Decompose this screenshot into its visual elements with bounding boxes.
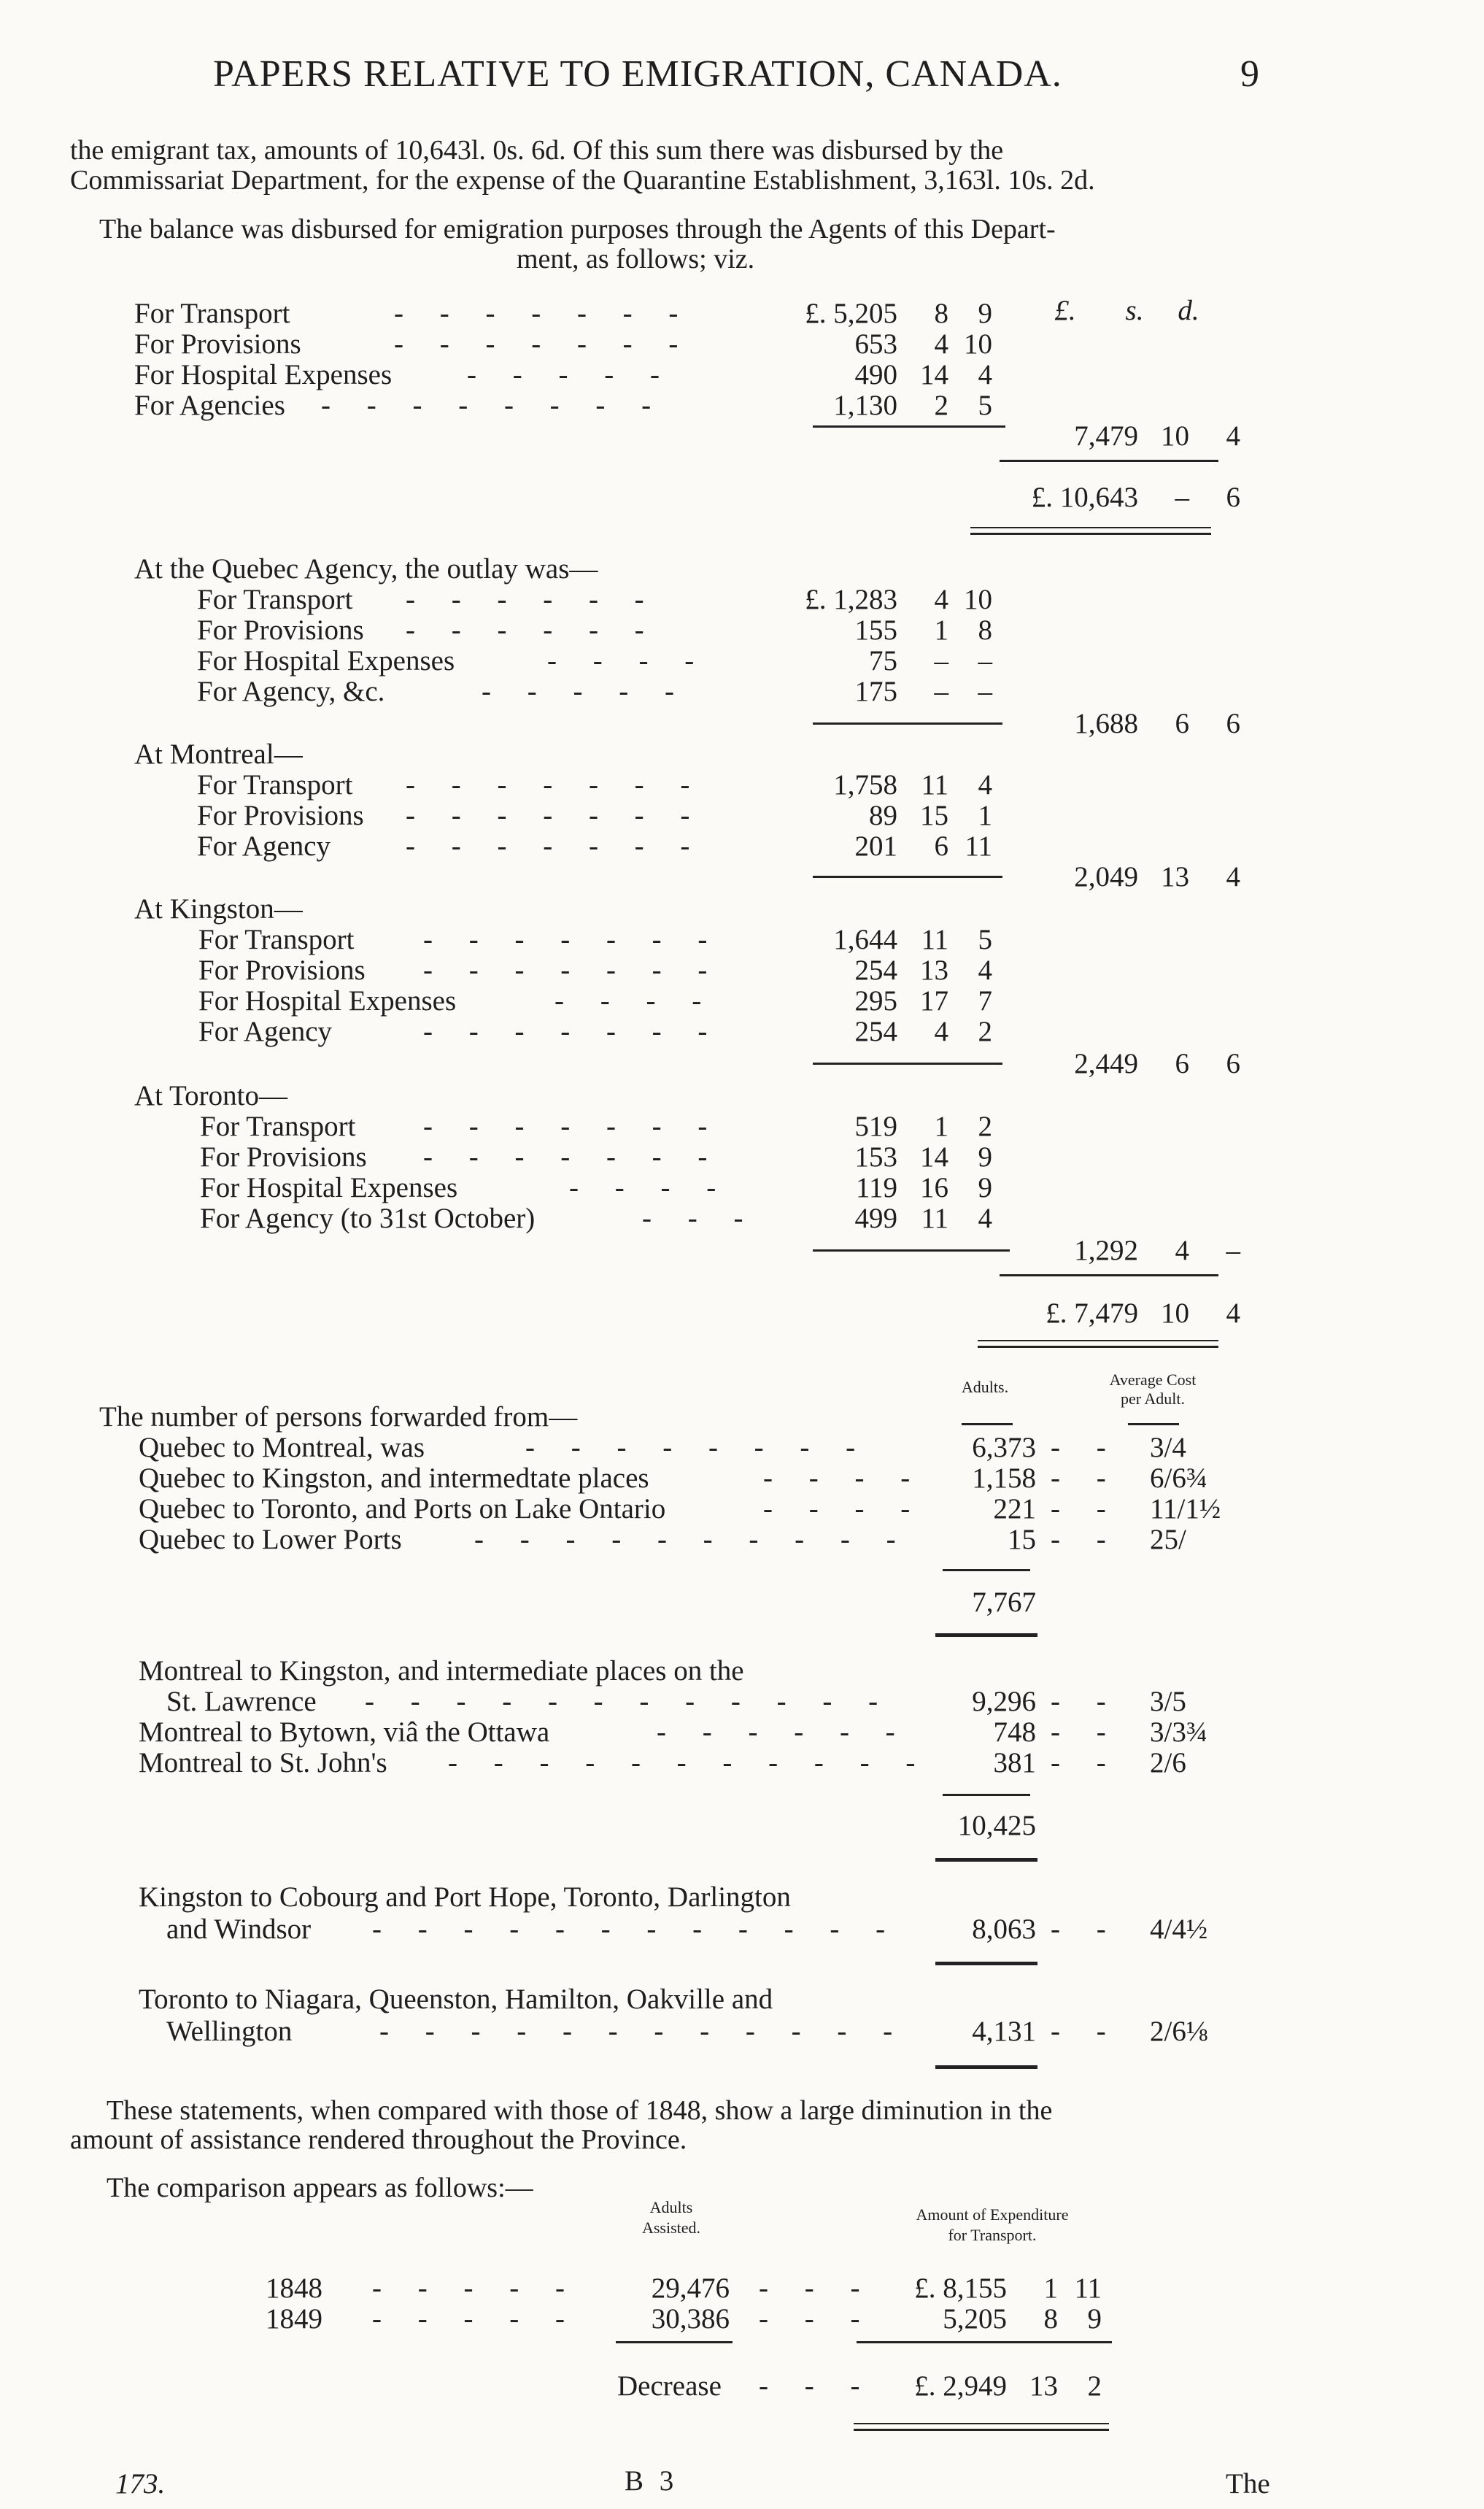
agency-item-shillings: –	[934, 645, 948, 677]
agency-item-pence: –	[978, 645, 992, 677]
route-cost: 25/	[1150, 1524, 1186, 1555]
footer-signature: B 3	[625, 2465, 679, 2497]
leader-dots: - - - -	[569, 1172, 731, 1203]
route-adults: 4,131	[972, 2016, 1036, 2047]
route-label: Quebec to Toronto, and Ports on Lake Ontario	[139, 1493, 666, 1525]
agency-item-shillings: 16	[920, 1172, 948, 1203]
leader-dots: - - - -	[763, 1493, 925, 1525]
agency-total-pence: 6	[1226, 708, 1240, 739]
agency-total-pounds: 2,049	[1074, 861, 1138, 893]
comparison-col-adults-2: Assisted.	[641, 2219, 701, 2237]
comparison-decrease-double-rule	[854, 2423, 1109, 2431]
agency-item-pounds: 75	[869, 645, 897, 677]
agency-item-label: For Transport	[197, 769, 353, 801]
agency-item-shillings: 17	[920, 985, 948, 1017]
leader-dots: - - - - -	[372, 2273, 579, 2304]
summary-subtotal-pence: 4	[1226, 420, 1240, 452]
agencies-grand-total-pence: 4	[1226, 1298, 1240, 1329]
summary-total-pounds: £. 10,643	[1031, 482, 1138, 513]
agency-title: At Toronto—	[134, 1080, 287, 1111]
agency-item-label: For Transport	[198, 924, 355, 955]
intro-line-4: ment, as follows; viz.	[517, 244, 755, 274]
route-adults: 221	[993, 1493, 1036, 1525]
summary-subtotal-pounds: 7,479	[1074, 420, 1138, 452]
agency-total-pounds: 1,688	[1074, 708, 1138, 739]
kingston-total-rule	[935, 1962, 1037, 1965]
toronto-total-rule	[935, 2065, 1037, 2069]
route-label: Montreal to St. John's	[139, 1747, 387, 1778]
leader-dots: - - - - - - - - - - -	[448, 1747, 930, 1778]
agency-item-shillings: 11	[921, 769, 948, 801]
route-label: Quebec to Lower Ports	[139, 1524, 402, 1555]
summary-total-pence: 6	[1226, 482, 1240, 513]
agency-item-pence: 4	[978, 769, 992, 801]
comparison-decrease-pounds: £. 2,949	[914, 2370, 1007, 2402]
agency-title: At Kingston—	[134, 893, 303, 925]
leader-dots: - - - - - - - -	[525, 1432, 870, 1463]
agencies-grand-total-double-rule	[978, 1340, 1218, 1348]
agency-item-label: For Agency	[197, 830, 331, 862]
leader-dots: - - - - - - -	[423, 1016, 722, 1047]
summary-shillings: 2	[934, 390, 948, 421]
leader-dots: - -	[1051, 1747, 1121, 1778]
summary-pence: 5	[978, 390, 992, 421]
leader-dots: - - - - - - - - - - - -	[365, 1686, 893, 1717]
leader-dots: - -	[1051, 2016, 1121, 2047]
summary-pence: 10	[964, 328, 992, 360]
agency-item-shillings: 15	[920, 800, 948, 831]
agency-total-shillings: 13	[1161, 861, 1189, 893]
leader-dots: - - - - - - -	[394, 298, 693, 329]
agency-item-pence: 1	[978, 800, 992, 831]
summary-shillings: 8	[934, 298, 948, 329]
summary-label: For Hospital Expenses	[134, 359, 393, 390]
agency-item-pence: 2	[978, 1111, 992, 1142]
comparison-rule	[857, 2341, 1112, 2343]
footer-catchword: The	[1226, 2468, 1270, 2500]
agency-item-pence: 10	[964, 584, 992, 615]
route-adults: 1,158	[972, 1462, 1036, 1494]
agency-item-shillings: 1	[934, 614, 948, 646]
route-adults: 9,296	[972, 1686, 1036, 1717]
route-label: Quebec to Montreal, was	[139, 1432, 425, 1463]
intro-line-1: the emigrant tax, amounts of 10,643l. 0s. 6d. Of this sum there was disbursed by the	[70, 135, 1004, 166]
comparison-shillings: 8	[1043, 2303, 1058, 2335]
forwarded-col-adults: Adults.	[961, 1378, 1009, 1396]
intro-line-2: Commissariat Department, for the expense of the Quarantine Establishment, 3,163l. 10s. 2d.	[70, 165, 1095, 196]
agency-item-shillings: –	[934, 676, 948, 707]
agencies-grand-total-shillings: 10	[1161, 1298, 1189, 1329]
agency-item-pence: 9	[978, 1141, 992, 1173]
route-label: Montreal to Bytown, viâ the Ottawa	[139, 1716, 550, 1748]
agency-item-pounds: £. 1,283	[805, 584, 897, 615]
leader-dots: - - - - - - -	[423, 1141, 722, 1173]
comparison-col-amount-1: Amount of Expenditure	[916, 2205, 1069, 2224]
agency-rule	[813, 1249, 1010, 1252]
col-head-pounds: £.	[1054, 295, 1076, 326]
agency-rule	[813, 876, 1002, 878]
quebec-total-rule	[943, 1569, 1030, 1571]
agency-item-pounds: 295	[854, 985, 897, 1017]
comparison-pence: 11	[1074, 2273, 1102, 2304]
agency-item-pounds: 201	[854, 830, 897, 862]
agency-item-shillings: 11	[921, 924, 948, 955]
leader-dots: - -	[1051, 1462, 1121, 1494]
comparison-decrease-label: Decrease	[617, 2370, 722, 2402]
route-adults: 6,373	[972, 1432, 1036, 1463]
route-adults: 381	[993, 1747, 1036, 1778]
agency-item-pounds: 119	[855, 1172, 897, 1203]
leader-dots: - -	[1051, 1686, 1121, 1717]
agency-item-pounds: 153	[854, 1141, 897, 1173]
summary-pence: 4	[978, 359, 992, 390]
agency-item-shillings: 11	[921, 1203, 948, 1234]
agency-item-label: For Provisions	[198, 955, 366, 986]
agency-title: At the Quebec Agency, the outlay was—	[134, 553, 598, 585]
leader-dots: - - - - - - -	[394, 328, 693, 360]
agency-total-shillings: 4	[1175, 1235, 1189, 1266]
leader-dots: - -	[1051, 1524, 1121, 1555]
leader-dots: - - - - - - -	[406, 769, 705, 801]
route-cost: 2/6	[1150, 1747, 1186, 1778]
agency-total-pence: 6	[1226, 1048, 1240, 1079]
agency-item-pounds: 175	[854, 676, 897, 707]
intro-line-3: The balance was disbursed for emigration purposes through the Agents of this Depart-	[99, 214, 1056, 244]
route-adults: 15	[1008, 1524, 1036, 1555]
agency-item-pounds: 519	[854, 1111, 897, 1142]
leader-dots: - - -	[759, 2273, 875, 2304]
agency-item-pence: 5	[978, 924, 992, 955]
comparison-col-adults-1: Adults	[649, 2198, 693, 2216]
leader-dots: - - - - - - -	[406, 830, 705, 862]
forwarded-col-cost-1: Average Cost	[1109, 1371, 1197, 1389]
agency-total-pounds: 2,449	[1074, 1048, 1138, 1079]
montreal-total: 10,425	[957, 1810, 1036, 1841]
summary-subtotal-shillings: 10	[1161, 420, 1189, 452]
leader-dots: - - - - - - - - - - - -	[372, 1913, 900, 1945]
agency-total-pence: –	[1226, 1235, 1240, 1266]
leader-dots: - - - - -	[372, 2303, 579, 2335]
summary-total-double-rule	[970, 527, 1211, 535]
summary-subtotal-rule	[1000, 460, 1218, 462]
agency-item-label: For Provisions	[197, 614, 364, 646]
route-label-continued: Wellington	[166, 2016, 293, 2047]
leader-dots: - - - - - - -	[423, 924, 722, 955]
montreal-total-rule-bottom	[935, 1858, 1037, 1862]
leader-dots: - - - - - - -	[423, 1111, 722, 1142]
agency-item-shillings: 13	[920, 955, 948, 986]
agency-total-shillings: 6	[1175, 1048, 1189, 1079]
agency-rule	[813, 722, 1002, 725]
agency-item-pounds: 499	[854, 1203, 897, 1234]
agency-item-pence: 9	[978, 1172, 992, 1203]
agency-item-pence: 7	[978, 985, 992, 1017]
route-cost: 3/4	[1150, 1432, 1186, 1463]
agency-item-label: For Hospital Expenses	[197, 645, 455, 677]
summary-label: For Transport	[134, 298, 290, 329]
forwarded-col-rule	[962, 1423, 1013, 1425]
col-head-shillings: s.	[1125, 295, 1144, 326]
summary-pounds: 1,130	[833, 390, 897, 421]
leader-dots: - - - - - - - -	[321, 390, 666, 421]
comparison-adults: 30,386	[651, 2303, 730, 2335]
quebec-total: 7,767	[972, 1587, 1036, 1618]
comparison-text-line-2: amount of assistance rendered throughout the Province.	[70, 2124, 687, 2155]
agency-item-pence: 8	[978, 614, 992, 646]
leader-dots: - -	[1051, 1716, 1121, 1748]
summary-shillings: 4	[934, 328, 948, 360]
agency-item-pence: –	[978, 676, 992, 707]
agency-total-pence: 4	[1226, 861, 1240, 893]
summary-pounds: £. 5,205	[805, 298, 897, 329]
footer-number: 173.	[115, 2468, 166, 2500]
comparison-shillings: 1	[1043, 2273, 1058, 2304]
agency-item-shillings: 14	[920, 1141, 948, 1173]
leader-dots: - - - -	[547, 645, 709, 677]
agency-item-label: For Hospital Expenses	[198, 985, 457, 1017]
leader-dots: - -	[1051, 1493, 1121, 1525]
leader-dots: - - - - - -	[406, 614, 659, 646]
montreal-total-rule	[943, 1794, 1030, 1796]
comparison-year: 1849	[266, 2303, 322, 2335]
agency-item-label: For Provisions	[200, 1141, 367, 1173]
comparison-col-amount-2: for Transport.	[948, 2226, 1037, 2244]
forwarded-col-rule	[1128, 1423, 1179, 1425]
agency-item-pence: 4	[978, 955, 992, 986]
comparison-pence: 9	[1087, 2303, 1102, 2335]
col-head-pence: d.	[1178, 295, 1199, 326]
agency-item-pence: 2	[978, 1016, 992, 1047]
agency-item-pence: 4	[978, 1203, 992, 1234]
route-label-continued: and Windsor	[166, 1913, 312, 1945]
summary-shillings: 14	[920, 359, 948, 390]
agency-item-label: For Agency (to 31st October)	[200, 1203, 536, 1234]
forwarded-col-cost-2: per Adult.	[1121, 1390, 1185, 1408]
leader-dots: - - - -	[763, 1462, 925, 1494]
route-cost: 3/3¾	[1150, 1716, 1208, 1748]
agency-item-label: For Hospital Expenses	[200, 1172, 458, 1203]
agency-item-pence: 11	[965, 830, 992, 862]
summary-rule-right	[947, 425, 1005, 428]
route-label: Kingston to Cobourg and Port Hope, Toronto, Darlington	[139, 1881, 791, 1913]
leader-dots: - - -	[759, 2303, 875, 2335]
leader-dots: - - -	[759, 2370, 875, 2402]
route-cost: 11/1½	[1150, 1493, 1221, 1525]
agency-item-pounds: 254	[854, 955, 897, 986]
agency-title: At Montreal—	[134, 739, 303, 770]
route-cost: 2/6⅛	[1150, 2016, 1208, 2047]
comparison-adults: 29,476	[651, 2273, 730, 2304]
route-adults: 8,063	[972, 1913, 1036, 1945]
leader-dots: - - - - - - -	[423, 955, 722, 986]
route-adults: 748	[993, 1716, 1036, 1748]
agency-item-label: For Provisions	[197, 800, 364, 831]
forwarded-heading: The number of persons forwarded from—	[99, 1401, 578, 1433]
agency-item-shillings: 4	[934, 1016, 948, 1047]
agency-item-label: For Transport	[200, 1111, 356, 1142]
summary-pounds: 653	[854, 328, 897, 360]
leader-dots: - -	[1051, 1432, 1121, 1463]
quebec-total-rule-bottom	[935, 1633, 1037, 1637]
leader-dots: - - - - - - - - - - - -	[379, 2016, 908, 2047]
agency-item-pounds: 155	[854, 614, 897, 646]
leader-dots: - - - - - - - - - -	[474, 1524, 911, 1555]
leader-dots: - - - - - - -	[406, 800, 705, 831]
comparison-text-line-1: These statements, when compared with those of 1848, show a large diminution in the	[107, 2095, 1053, 2126]
page-number: 9	[1240, 53, 1260, 95]
summary-total-shillings: –	[1175, 482, 1189, 513]
agency-item-pounds: 254	[854, 1016, 897, 1047]
agencies-grand-total-pounds: £. 7,479	[1046, 1298, 1138, 1329]
comparison-pounds: 5,205	[943, 2303, 1007, 2335]
route-label: Toronto to Niagara, Queenston, Hamilton, Oakville and	[139, 1984, 773, 2015]
route-label: Quebec to Kingston, and intermedtate places	[139, 1462, 649, 1494]
comparison-year: 1848	[266, 2273, 322, 2304]
comparison-decrease-shillings: 13	[1029, 2370, 1058, 2402]
agency-item-pounds: 1,644	[833, 924, 897, 955]
route-cost: 3/5	[1150, 1686, 1186, 1717]
agency-total-shillings: 6	[1175, 708, 1189, 739]
agency-subtotal-rule	[1000, 1274, 1218, 1276]
route-label: Montreal to Kingston, and intermediate places on the	[139, 1655, 744, 1687]
agency-rule	[813, 1063, 1002, 1065]
leader-dots: - - - - -	[482, 676, 689, 707]
leader-dots: - - - - - -	[657, 1716, 910, 1748]
agency-item-label: For Agency, &c.	[197, 676, 385, 707]
summary-label: For Agencies	[134, 390, 285, 421]
leader-dots: - - -	[642, 1203, 758, 1234]
comparison-pounds: £. 8,155	[914, 2273, 1007, 2304]
route-cost: 6/6¾	[1150, 1462, 1208, 1494]
summary-pence: 9	[978, 298, 992, 329]
agency-item-shillings: 4	[934, 584, 948, 615]
agency-item-shillings: 1	[934, 1111, 948, 1142]
route-label-continued: St. Lawrence	[166, 1686, 317, 1717]
leader-dots: - - - - - -	[406, 584, 659, 615]
agency-item-pounds: 89	[869, 800, 897, 831]
page-title: PAPERS RELATIVE TO EMIGRATION, CANADA.	[213, 53, 1062, 95]
leader-dots: - - - - -	[467, 359, 674, 390]
agency-total-pounds: 1,292	[1074, 1235, 1138, 1266]
route-cost: 4/4½	[1150, 1913, 1208, 1945]
agency-item-label: For Transport	[197, 584, 353, 615]
agency-item-label: For Agency	[198, 1016, 333, 1047]
agency-item-pounds: 1,758	[833, 769, 897, 801]
summary-label: For Provisions	[134, 328, 301, 360]
agency-item-shillings: 6	[934, 830, 948, 862]
comparison-text-line-3: The comparison appears as follows:—	[107, 2173, 533, 2203]
leader-dots: - -	[1051, 1913, 1121, 1945]
comparison-rule	[616, 2341, 733, 2343]
leader-dots: - - - -	[554, 985, 716, 1017]
comparison-decrease-pence: 2	[1087, 2370, 1102, 2402]
summary-pounds: 490	[854, 359, 897, 390]
